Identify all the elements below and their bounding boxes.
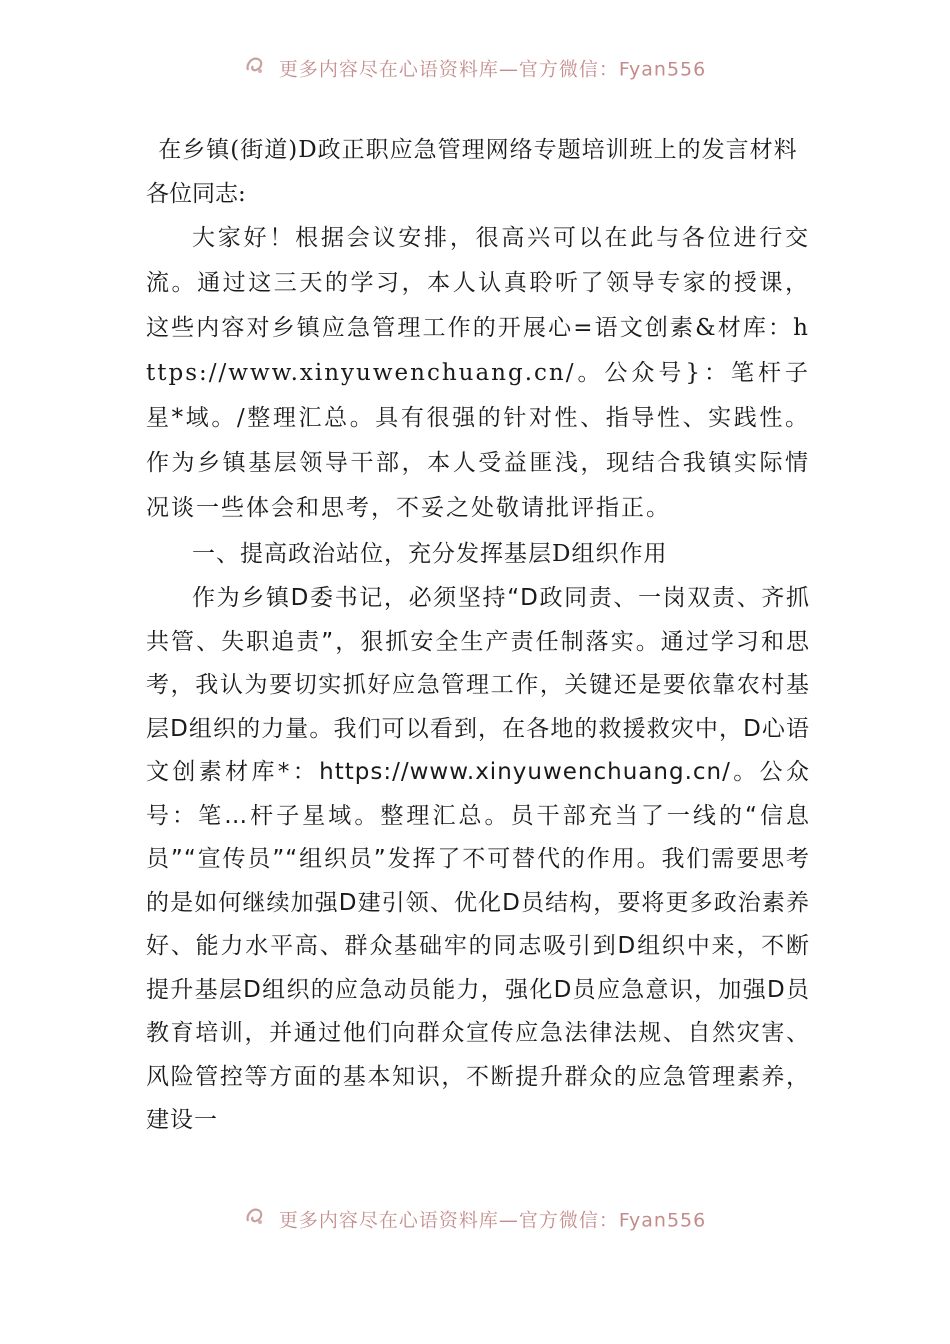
salutation: 各位同志: <box>146 181 246 207</box>
watermark-text: 更多内容尽在心语资料库—官方微信：Fyan556 <box>278 58 707 81</box>
watermark-text: 更多内容尽在心语资料库—官方微信：Fyan556 <box>278 1209 707 1232</box>
document-body <box>146 128 810 1143</box>
brand-logo-icon <box>244 1204 266 1238</box>
paragraph-section-1: 作为乡镇D委书记，必须坚持“D政同责、一岗双责、齐抓共管、失职追责”，狠抓安全生产责任制落实。通过学习和思考，我认为要切实抓好应急管理工作，关键还是要依靠农村基层D组织的力量。我们可以看到，在各地的救援救灾中，D心语文创素材库*：https://www.xinyuwenchuang.cn/。公众号：笔…杆子星域。整理汇总。员干部充当了一线的“信息员”“宣传员”“组织员”发挥了不可替代的作用。我们需要思考的是如何继续加强D建引领、优化D员结构，要将更多政治素养好、能力水平高、群众基础牢的同志吸引到D组织中来，不断提升基层D组织的应急动员能力，强化D员应急意识，加强D员教育培训，并通过他们向群众宣传应急法律法规、自然灾害、风险管控等方面的基本知识，不断提升群众的应急管理素养，建设一 <box>146 585 810 1133</box>
document-title: 在乡镇(街道)D政正职应急管理网络专题培训班上的发言材料 <box>158 137 798 163</box>
footer-watermark <box>0 1203 950 1237</box>
brand-logo-icon <box>244 53 266 87</box>
header-watermark <box>0 52 950 86</box>
section-heading: 一、提高政治站位，充分发挥基层D组织作用 <box>192 541 668 567</box>
paragraph-intro: 大家好！根据会议安排，很高兴可以在此与各位进行交流。通过这三天的学习，本人认真聆听了领导专家的授课，这些内容对乡镇应急管理工作的开展心=语文创素&材库：https://www.xinyuwenchuang.cn/。公众号}：笔杆子星*域。/整理汇总。具有很强的针对性、指导性、实践性。作为乡镇基层领导干部，本人受益匪浅，现结合我镇实际情况谈一些体会和思考，不妥之处敬请批评指正。 <box>146 225 810 521</box>
